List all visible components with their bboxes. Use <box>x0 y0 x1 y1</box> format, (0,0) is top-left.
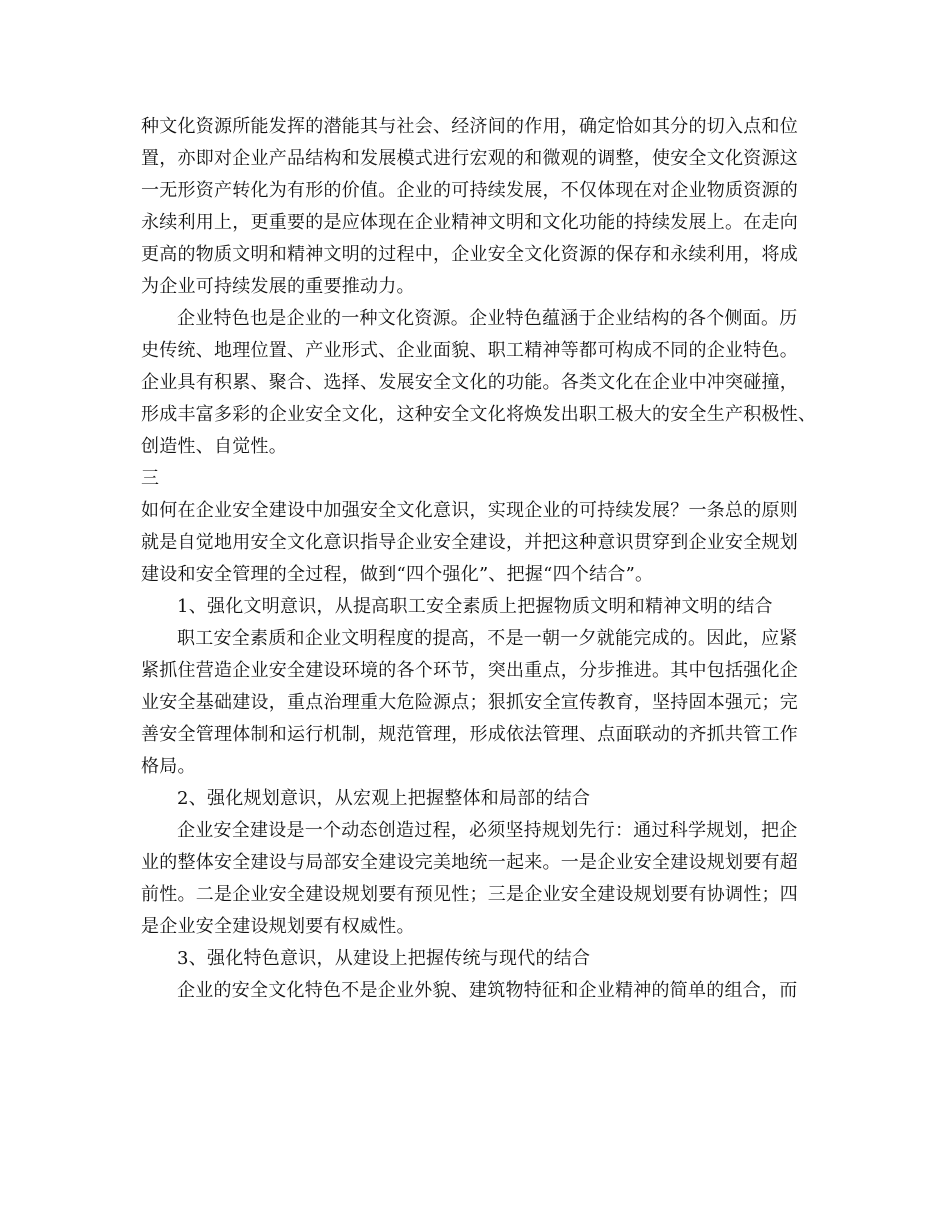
section-heading: 三 <box>141 468 160 489</box>
subheading: 2、强化规划意识，从宏观上把握整体和局部的结合 <box>177 788 591 809</box>
paragraph-line: 建设和安全管理的全过程，做到“四个强化”、把握“四个结合”。 <box>141 564 654 585</box>
subheading: 1、强化文明意识，从提高职工安全素质上把握物质文明和精神文明的结合 <box>177 596 773 617</box>
paragraph-line: 业安全基础建设，重点治理重大危险源点；狠抓安全宣传教育，坚持固本强元；完 <box>141 692 798 713</box>
paragraph-line: 职工安全素质和企业文明程度的提高，不是一朝一夕就能完成的。因此，应紧 <box>177 628 798 649</box>
paragraph-line: 是企业安全建设规划要有权威性。 <box>141 916 415 937</box>
paragraph-line: 业的整体安全建设与局部安全建设完美地统一起来。一是企业安全建设规划要有超 <box>141 852 798 873</box>
paragraph-line: 紧抓住营造企业安全建设环境的各个环节，突出重点，分步推进。其中包括强化企 <box>141 660 798 681</box>
paragraph-line: 为企业可持续发展的重要推动力。 <box>141 276 415 297</box>
paragraph-line: 格局。 <box>141 756 196 777</box>
paragraph-line: 企业的安全文化特色不是企业外貌、建筑物特征和企业精神的简单的组合，而 <box>177 980 798 1001</box>
paragraph-line: 创造性、自觉性。 <box>141 436 287 457</box>
paragraph-line: 更高的物质文明和精神文明的过程中，企业安全文化资源的保存和永续利用，将成 <box>141 244 798 265</box>
paragraph-line: 如何在企业安全建设中加强安全文化意识，实现企业的可持续发展？一条总的原则 <box>141 500 798 521</box>
paragraph-line: 就是自觉地用安全文化意识指导企业安全建设，并把这种意识贯穿到企业安全规划 <box>141 532 798 553</box>
paragraph-line: 形成丰富多彩的企业安全文化，这种安全文化将焕发出职工极大的安全生产积极性、 <box>141 404 817 425</box>
paragraph-line: 置，亦即对企业产品结构和发展模式进行宏观的和微观的调整，使安全文化资源这 <box>141 148 798 169</box>
paragraph-line: 永续利用上，更重要的是应体现在企业精神文明和文化功能的持续发展上。在走向 <box>141 212 798 233</box>
paragraph-line: 善安全管理体制和运行机制，规范管理，形成依法管理、点面联动的齐抓共管工作 <box>141 724 798 745</box>
paragraph-line: 企业特色也是企业的一种文化资源。企业特色蕴涵于企业结构的各个侧面。历 <box>177 308 798 329</box>
paragraph-line: 前性。二是企业安全建设规划要有预见性；三是企业安全建设规划要有协调性；四 <box>141 884 798 905</box>
paragraph-line: 一无形资产转化为有形的价值。企业的可持续发展，不仅体现在对企业物质资源的 <box>141 180 798 201</box>
subheading: 3、强化特色意识，从建设上把握传统与现代的结合 <box>177 948 591 969</box>
paragraph-line: 企业安全建设是一个动态创造过程，必须坚持规划先行：通过科学规划，把企 <box>177 820 798 841</box>
paragraph-line: 企业具有积累、聚合、选择、发展安全文化的功能。各类文化在企业中冲突碰撞， <box>141 372 798 393</box>
paragraph-line: 史传统、地理位置、产业形式、企业面貌、职工精神等都可构成不同的企业特色。 <box>141 340 798 361</box>
paragraph-line: 种文化资源所能发挥的潜能其与社会、经济间的作用，确定恰如其分的切入点和位 <box>141 116 798 137</box>
